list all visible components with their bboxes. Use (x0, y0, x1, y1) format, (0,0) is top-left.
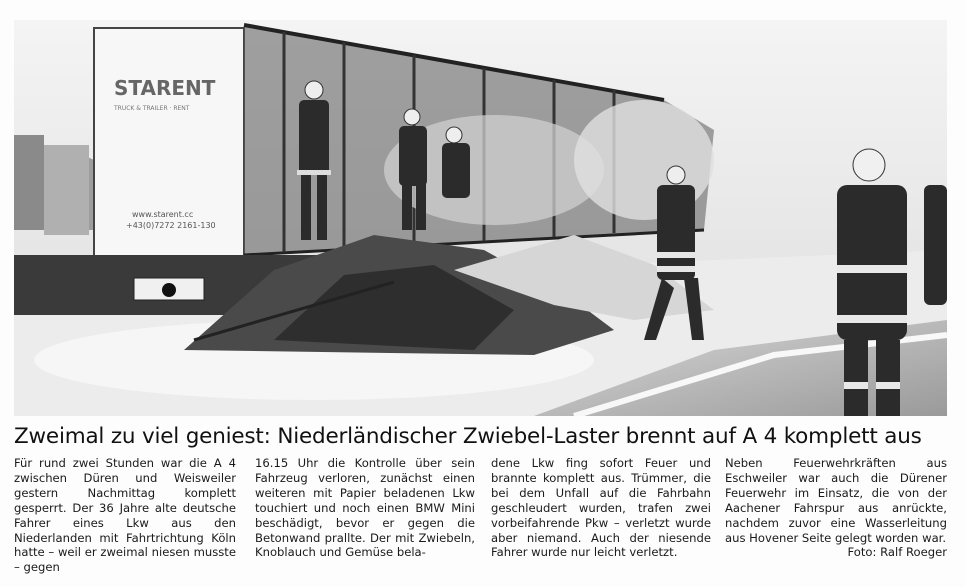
trailer-brand: STARENT (114, 76, 216, 100)
article-column-4 (725, 456, 947, 574)
trailer-phone: +43(0)7272 2161-130 (126, 221, 216, 230)
column-4-text: Neben Feuerwehrkräften aus Eschweiler war auch die Dürener Feuerwehr im Einsatz, die von der Aachener Fahrspur aus anrückte, nachdem zuvor eine Wasserleitung aus Hovener Seite gelegt worden war. (725, 456, 947, 545)
article-column-2 (255, 456, 475, 574)
column-2-text: 16.15 Uhr die Kontrolle über sein Fahrzeug verloren, zunächst einen weiteren mit Papier beladenen Lkw touchiert und noch einen BMW Mini beschädigt, bevor er gegen die Betonwand prallte. Der mit Zwiebeln, Knoblauch und Gemüse bela- (255, 456, 475, 560)
column-3-text: dene Lkw fing sofort Feuer und brannte komplett aus. Trümmer, die bei dem Unfall auf die Fahrbahn geschleudert wurden, trafen zwei vorbeifahrende Pkw – verletzt wurde aber niemand. Auch der niesende Fahrer wurde nur leicht verletzt. (491, 456, 711, 560)
trailer-web: www.starent.cc (132, 210, 194, 219)
trailer-subline: TRUCK & TRAILER · RENT (114, 105, 190, 112)
article-headline: Zweimal zu viel geniest: Niederländischer Zwiebel-Laster brennt auf A 4 komplett aus (14, 424, 922, 449)
article-column-1 (14, 456, 236, 574)
news-photo (14, 20, 947, 416)
article-body (14, 456, 947, 574)
column-1-text: Für rund zwei Stunden war die A 4 zwischen Düren und Weisweiler gestern Nachmittag komplett gesperrt. Der 36 Jahre alte deutsche Fahrer eines Lkw aus den Niederlanden mit Fahrtrichtung Köln hatte – weil er zweimal niesen musste – gegen (14, 456, 236, 575)
photo-credit: Foto: Ralf Roeger (847, 545, 947, 560)
article-column-3 (491, 456, 711, 574)
